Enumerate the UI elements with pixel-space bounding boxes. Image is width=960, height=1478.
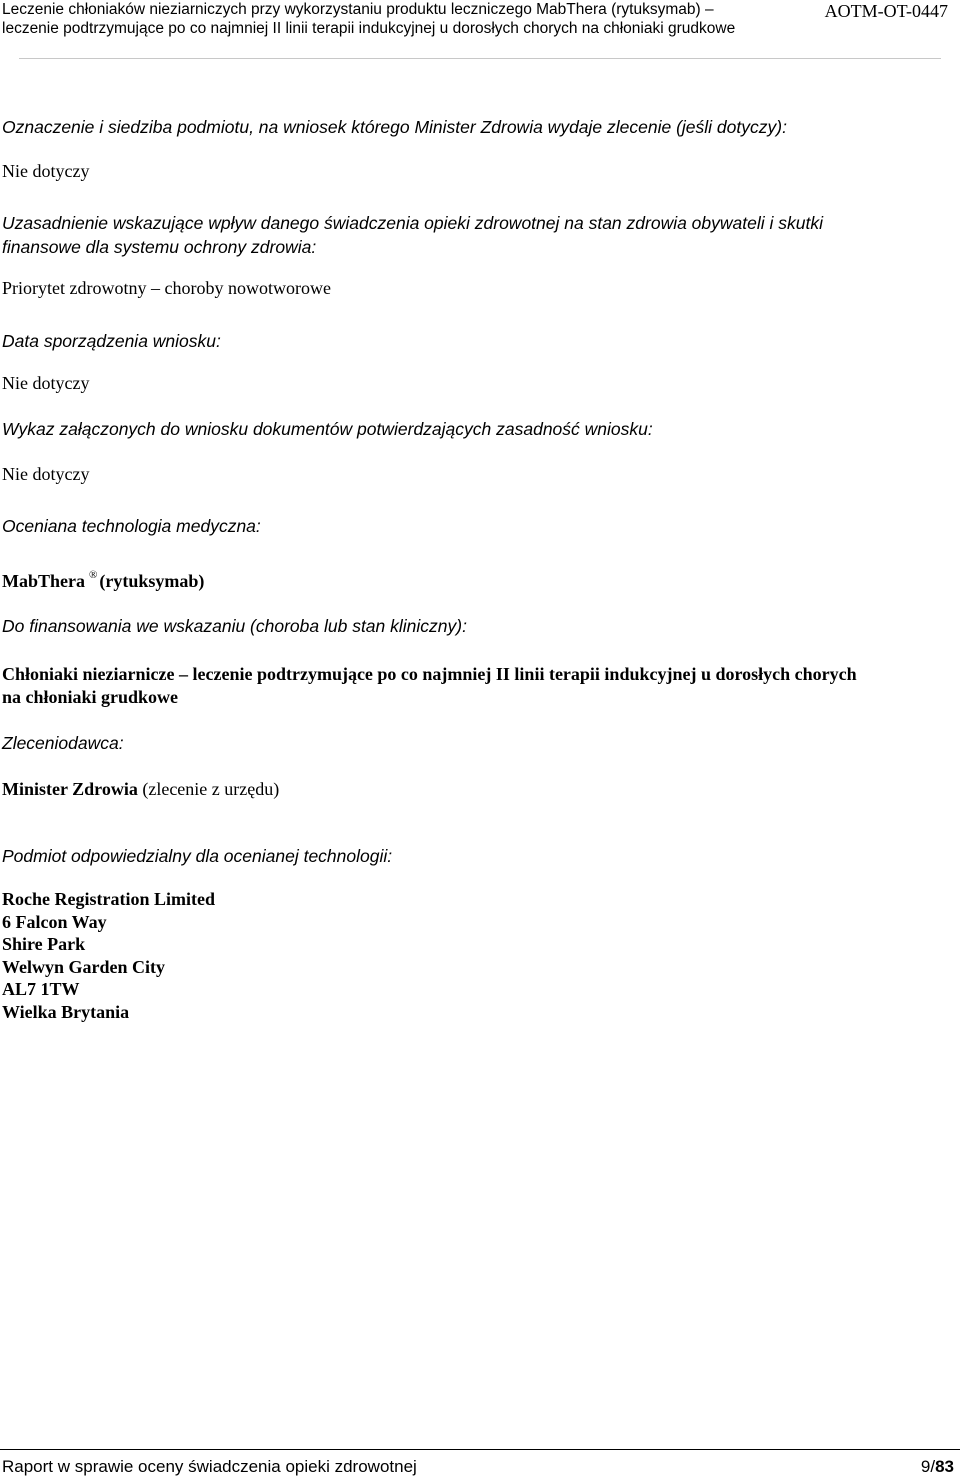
justification-label-line2: finansowe dla systemu ochrony zdrowia: bbox=[2, 237, 317, 257]
page-current: 9 bbox=[920, 1457, 931, 1476]
address-line: Wielka Brytania bbox=[2, 1001, 130, 1022]
address-line: AL7 1TW bbox=[2, 979, 80, 1000]
date-value: Nie dotyczy bbox=[2, 373, 90, 393]
justification-value: Priorytet zdrowotny – choroby nowotworowe bbox=[2, 278, 331, 298]
footer-divider bbox=[0, 1449, 960, 1450]
address-line: Roche Registration Limited bbox=[2, 889, 215, 909]
technology-value bbox=[2, 566, 956, 593]
entity-label: Oznaczenie i siedziba podmiotu, na wniosek którego Minister Zdrowia wydaje zlecenie (jeśli dotyczy): bbox=[2, 117, 787, 137]
address-line: Welwyn Garden City bbox=[2, 956, 166, 977]
justification-label-line1: Uzasadnienie wskazujące wpływ danego świadczenia opieki zdrowotnej na stan zdrowia obywateli i skutki bbox=[2, 213, 823, 233]
header-title-line2: leczenie podtrzymujące po co najmniej II linii terapii indukcyjnej u dorosłych chorych na chłoniaki grudkowe bbox=[2, 20, 736, 37]
indication-line1: Chłoniaki nieziarnicze – leczenie podtrzymujące po co najmniej II linii terapii indukcyjnej u dorosłych chorych bbox=[2, 664, 857, 684]
commissioner-label: Zleceniodawca: bbox=[2, 733, 124, 753]
attachments-label: Wykaz załączonych do wniosku dokumentów potwierdzających zasadność wniosku: bbox=[2, 419, 653, 439]
attachments-value: Nie dotyczy bbox=[2, 464, 90, 484]
document-id: AOTM-OT-0447 bbox=[824, 1, 948, 21]
page-separator: / bbox=[930, 1457, 936, 1476]
page-number bbox=[921, 1457, 954, 1477]
header-title-line1: Leczenie chłoniaków nieziarniczych przy wykorzystaniu produktu leczniczego MabThera (rytuksymab) – bbox=[2, 1, 714, 18]
commissioner-note: (zlecenie z urzędu) bbox=[142, 779, 280, 799]
responsible-address bbox=[2, 888, 956, 1024]
address-line: 6 Falcon Way bbox=[2, 911, 107, 932]
justification-label bbox=[2, 211, 956, 259]
commissioner-value bbox=[2, 778, 956, 801]
footer-report-title: Raport w sprawie oceny świadczenia opieki zdrowotnej bbox=[2, 1457, 417, 1476]
header-divider bbox=[19, 58, 941, 59]
indication-line2: na chłoniaki grudkowe bbox=[2, 687, 179, 707]
registered-mark: ® bbox=[89, 569, 98, 581]
address-line: Shire Park bbox=[2, 934, 86, 955]
responsible-label: Podmiot odpowiedzialny dla ocenianej technologii: bbox=[2, 846, 393, 866]
commissioner-name: Minister Zdrowia bbox=[2, 779, 138, 799]
technology-substance: (rytuksymab) bbox=[99, 571, 205, 591]
technology-name: MabThera bbox=[2, 571, 85, 591]
entity-value: Nie dotyczy bbox=[2, 161, 90, 181]
date-label: Data sporządzenia wniosku: bbox=[2, 331, 221, 351]
indication-label: Do finansowania we wskazaniu (choroba lub stan kliniczny): bbox=[2, 616, 467, 636]
technology-label: Oceniana technologia medyczna: bbox=[2, 516, 261, 536]
running-header bbox=[2, 0, 735, 38]
indication-value bbox=[2, 663, 956, 709]
page-total: 83 bbox=[935, 1457, 954, 1476]
